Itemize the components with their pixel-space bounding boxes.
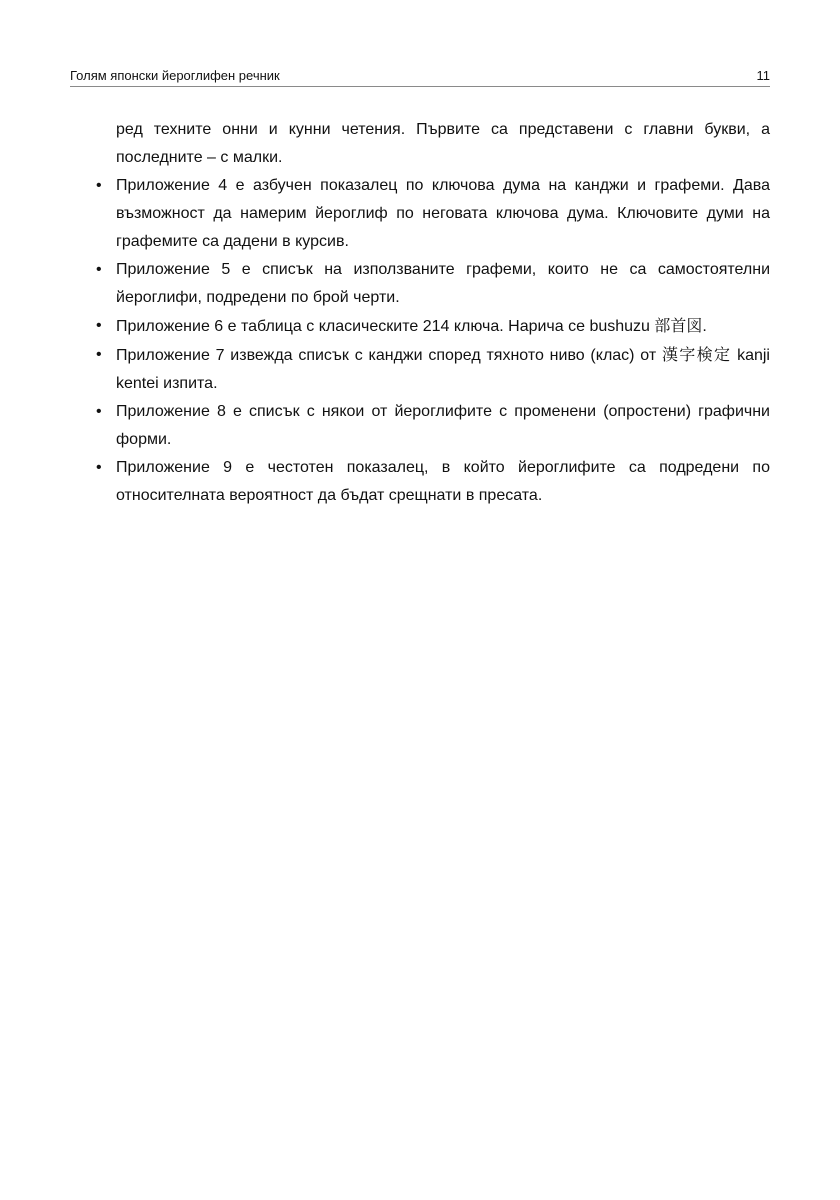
bullet-icon: •: [96, 346, 102, 363]
kanji-term: 漢字検定: [661, 345, 732, 364]
list-item: [70, 256, 770, 312]
kanji-term: 部首図: [654, 316, 703, 335]
list-item-text: Приложение 7 извежда списък с канджи според тяхното ниво (клас) от: [116, 347, 662, 364]
bullet-icon: •: [96, 261, 102, 278]
running-header: [70, 66, 770, 87]
continuation-paragraph: ред техните онни и кунни четения. Първите са представени с главни букви, а последните – с малки.: [116, 121, 770, 166]
list-item: [70, 398, 770, 454]
bullet-icon: •: [96, 177, 102, 194]
list-item-text-end: kanji kentei изпита.: [116, 347, 770, 392]
list-item-text: Приложение 5 е списък на използваните графеми, които не са самостоятелни йероглифи, подредени по брой черти.: [116, 261, 770, 306]
list-item: [70, 172, 770, 256]
list-item: [70, 454, 770, 510]
page-number: 11: [756, 68, 770, 83]
body-text: [70, 116, 770, 510]
list-item-text: Приложение 6 е таблица с класическите 214 ключа. Нарича се bushuzu: [116, 318, 655, 335]
list-item-text: Приложение 8 е списък с някои от йероглифите с променени (опростени) графични форми.: [116, 403, 770, 448]
bullet-icon: •: [96, 317, 102, 334]
header-title: Голям японски йероглифен речник: [70, 68, 280, 83]
list-item-text-end: .: [702, 318, 707, 335]
bullet-icon: •: [96, 403, 102, 420]
list-item-text: Приложение 4 е азбучен показалец по ключова дума на канджи и графеми. Дава възможност да намерим йероглиф по неговата ключова дума. Ключовите думи на графемите са дадени в курсив.: [116, 177, 770, 250]
list-item: [70, 341, 770, 398]
list-item-text: Приложение 9 е честотен показалец, в който йероглифите са подредени по относителната вероятност да бъдат срещнати в пресата.: [116, 459, 770, 504]
list-item: [70, 312, 770, 341]
bullet-icon: •: [96, 459, 102, 476]
appendix-list: [70, 172, 770, 510]
